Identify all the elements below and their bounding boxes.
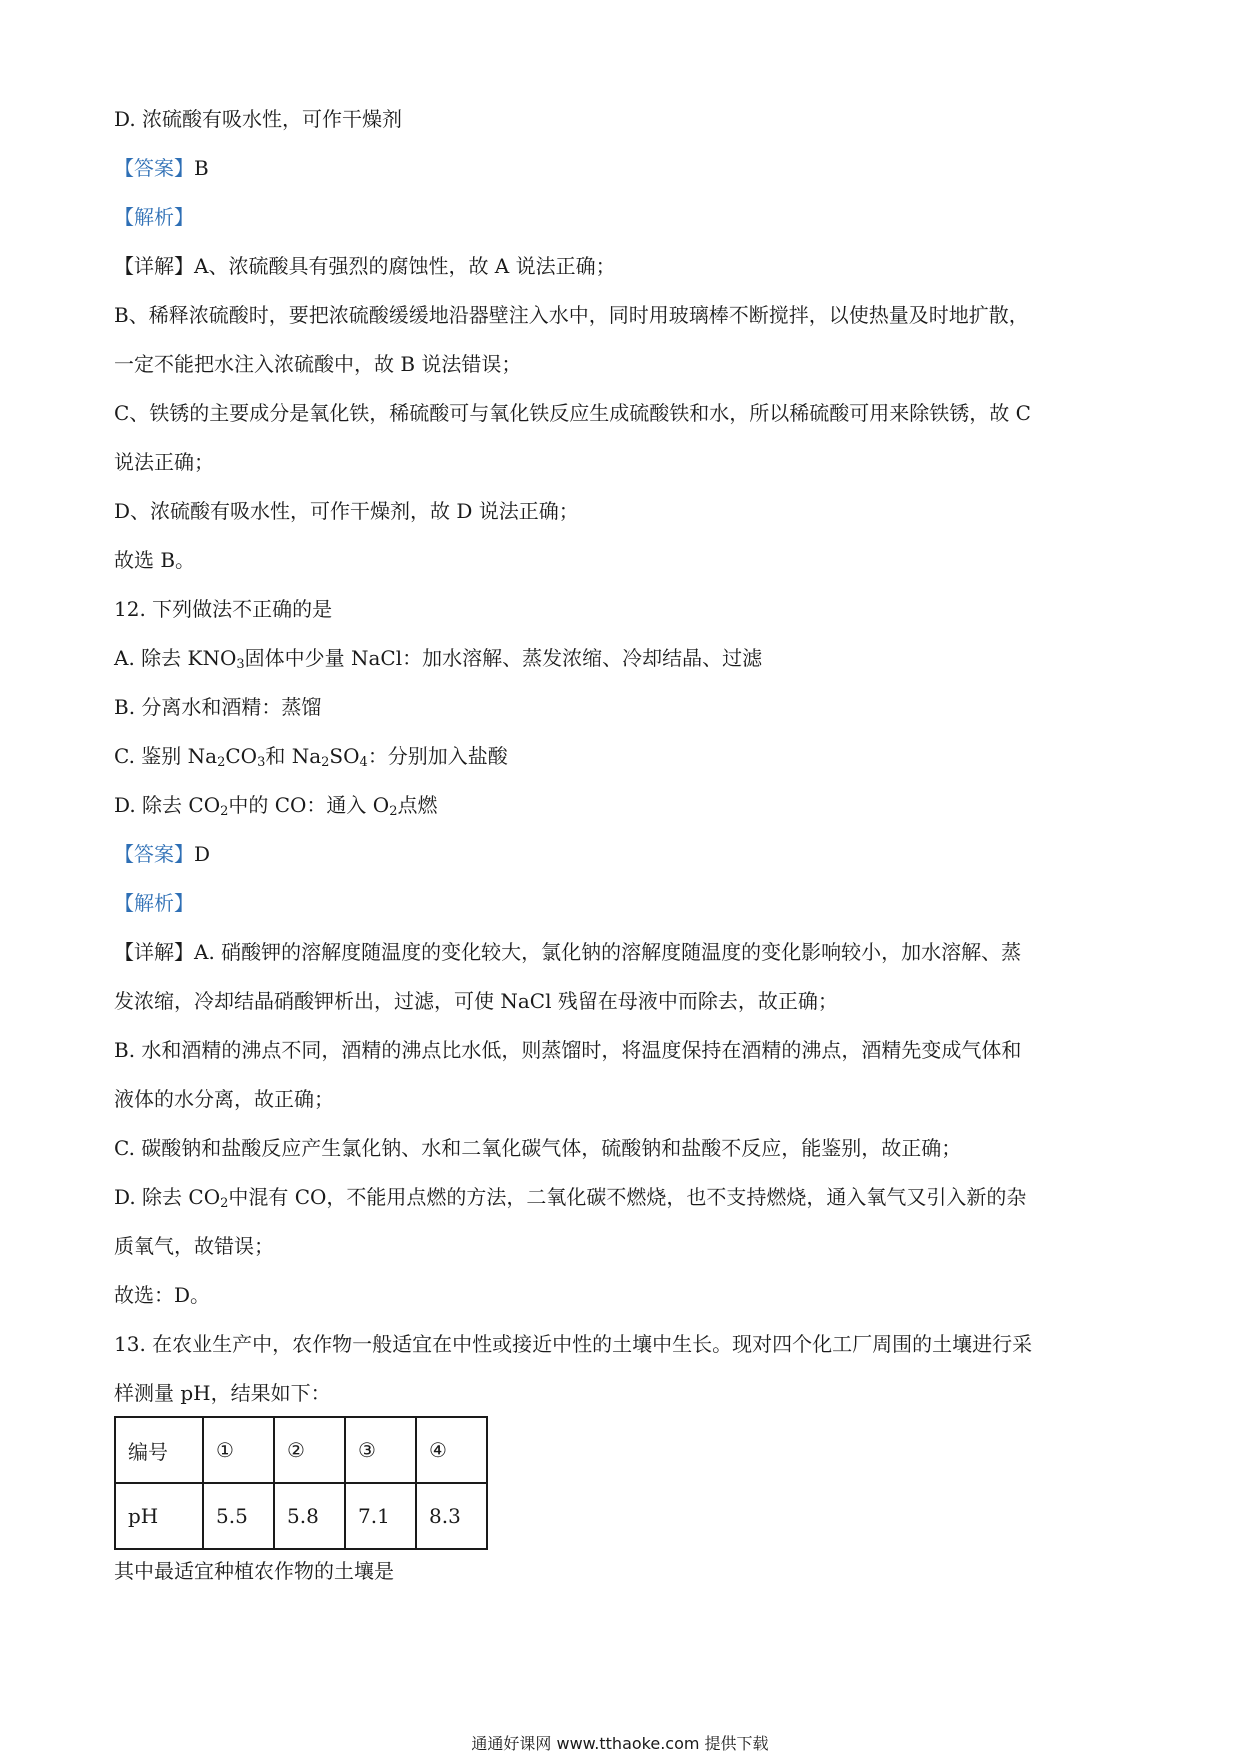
- q12-detail-a1: [114, 937, 1021, 967]
- table-cell: ④: [416, 1417, 487, 1483]
- analysis-tag: 【解析】: [114, 891, 194, 915]
- q12-option-c: C. 鉴别 $Na_2CO_3$和 $Na_2SO_4$：分别加入盐酸: [114, 744, 508, 770]
- q12-detail-d1: D. 除去 $CO_2$中混有 CO，不能用点燃的方法，二氧化碳不燃烧，也不支持燃烧，通入氧气又引入新的杂: [114, 1185, 1027, 1211]
- detail-text: A、浓硫酸具有强烈的腐蚀性，故 A 说法正确；: [194, 254, 616, 278]
- q12-option-d: D. 除去 $CO_2$中的 CO：通入 $O_2$点燃: [114, 793, 438, 819]
- detail-text: A. 硝酸钾的溶解度随温度的变化较大，氯化钠的溶解度随温度的变化影响较小，加水溶解、蒸: [194, 940, 1022, 964]
- q11-detail-c1: C、铁锈的主要成分是氧化铁，稀硫酸可与氧化铁反应生成硫酸铁和水，所以稀硫酸可用来除铁锈，故 C: [114, 401, 1031, 425]
- q11-analysis-tag: [114, 202, 194, 232]
- detail-tag: 【详解】: [114, 940, 194, 964]
- q11-detail-b1: B、稀释浓硫酸时，要把浓硫酸缓缓地沿器壁注入水中，同时用玻璃棒不断搅拌，以使热量及时地扩散，: [114, 303, 1029, 327]
- q12-stem: 12. 下列做法不正确的是: [114, 597, 333, 621]
- q11-conclusion: 故选 B。: [114, 548, 196, 572]
- table-header-row: [115, 1417, 487, 1483]
- q11-detail-c2: 说法正确；: [114, 450, 214, 474]
- q11-detail-b2: 一定不能把水注入浓硫酸中，故 B 说法错误；: [114, 352, 522, 376]
- table-cell: ②: [274, 1417, 345, 1483]
- q11-option-d: D. 浓硫酸有吸水性，可作干燥剂: [114, 107, 403, 131]
- table-cell: ①: [203, 1417, 274, 1483]
- q12-option-a: A. 除去 $KNO_3$固体中少量 NaCl：加水溶解、蒸发浓缩、冷却结晶、过滤: [114, 646, 763, 672]
- answer-tag: 【答案】: [114, 156, 194, 180]
- q12-detail-b1: B. 水和酒精的沸点不同，酒精的沸点比水低，则蒸馏时，将温度保持在酒精的沸点，酒精先变成气体和: [114, 1038, 1022, 1062]
- answer-value: B: [194, 156, 209, 180]
- q12-option-b: B. 分离水和酒精：蒸馏: [114, 695, 322, 719]
- q12-detail-c: C. 碳酸钠和盐酸反应产生氯化钠、水和二氧化碳气体，硫酸钠和盐酸不反应，能鉴别，故正确；: [114, 1136, 962, 1160]
- q12-answer: [114, 839, 210, 869]
- answer-tag: 【答案】: [114, 842, 194, 866]
- q12-detail-b2: 液体的水分离，故正确；: [114, 1087, 334, 1111]
- q12-detail-a2: 发浓缩，冷却结晶硝酸钾析出，过滤，可使 NaCl 残留在母液中而除去，故正确；: [114, 989, 838, 1013]
- detail-tag: 【详解】: [114, 254, 194, 278]
- analysis-tag: 【解析】: [114, 205, 194, 229]
- answer-value: D: [194, 842, 211, 866]
- table-cell: ③: [345, 1417, 416, 1483]
- table-row: [115, 1483, 487, 1549]
- table-cell: 编号: [115, 1417, 203, 1483]
- page-footer: 通通好课网 www.tthaoke.com 提供下载: [471, 1734, 769, 1753]
- q12-analysis-tag: [114, 888, 194, 918]
- table-cell: 7.1: [345, 1483, 416, 1549]
- q12-conclusion: 故选：D。: [114, 1283, 211, 1307]
- q13-question: 其中最适宜种植农作物的土壤是: [114, 1559, 394, 1583]
- q11-detail-a: [114, 251, 616, 281]
- q12-detail-d2: 质氧气，故错误；: [114, 1234, 274, 1258]
- q13-stem-line2: 样测量 pH，结果如下：: [114, 1381, 331, 1405]
- table-cell: 8.3: [416, 1483, 487, 1549]
- ph-table: [114, 1416, 488, 1550]
- table-cell: 5.5: [203, 1483, 274, 1549]
- table-cell: pH: [115, 1483, 203, 1549]
- q13-stem-line1: 13. 在农业生产中，农作物一般适宜在中性或接近中性的土壤中生长。现对四个化工厂周围的土壤进行采: [114, 1332, 1033, 1356]
- q11-answer: [114, 153, 209, 183]
- q11-detail-d: D、浓硫酸有吸水性，可作干燥剂，故 D 说法正确；: [114, 499, 579, 523]
- table-cell: 5.8: [274, 1483, 345, 1549]
